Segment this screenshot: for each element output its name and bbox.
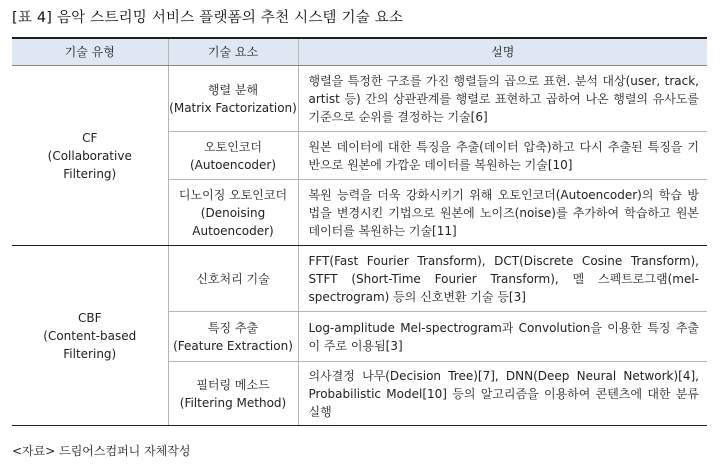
description-cell: Log-amplitude Mel-spectrogram과 Convolution을 이용한 특징 추출이 주로 이용됨[3] xyxy=(298,312,707,362)
element-name-en: (Matrix Factorization) xyxy=(169,100,297,115)
tech-elements-table xyxy=(12,37,707,426)
type-line: Filtering) xyxy=(63,346,117,361)
header-tech-type: 기술 유형 xyxy=(12,38,168,66)
table-row xyxy=(12,66,707,132)
header-tech-element: 기술 요소 xyxy=(168,38,298,66)
element-name: 오토인코더 xyxy=(204,139,262,154)
tech-element-cell xyxy=(168,132,298,180)
element-name: 디노이징 오토인코더 xyxy=(178,187,288,202)
element-name: 행렬 분해 xyxy=(207,82,259,97)
tech-element-cell xyxy=(168,362,298,426)
table-header-row xyxy=(12,38,707,66)
element-name: 필터링 메소드 xyxy=(196,377,270,392)
description-cell: 원본 데이터에 대한 특징을 추출(데이터 압축)하고 다시 추출된 특징을 기반으로 원본에 가깝운 데이터를 복원하는 기술[10] xyxy=(298,132,707,180)
tech-element-cell xyxy=(168,180,298,246)
element-name: 신호처리 기술 xyxy=(196,271,270,286)
description-cell: 행렬을 특정한 구조를 가진 행렬들의 곱으로 표현. 분석 대상(user, track, artist 등) 간의 상관관계를 행렬로 표현하고 곱하여 나온 행렬의 유사도를 기준으로 순위를 결정하는 기술[6] xyxy=(298,66,707,132)
element-name-en: (Autoencoder) xyxy=(189,157,277,172)
type-line: CF xyxy=(82,130,98,145)
type-line: CBF xyxy=(77,310,102,325)
table-row xyxy=(12,246,707,312)
type-line: Filtering) xyxy=(63,166,117,181)
tech-element-cell xyxy=(168,66,298,132)
table-caption: [표 4] 음악 스트리밍 서비스 플랫폼의 추천 시스템 기술 요소 xyxy=(12,10,404,26)
description-cell: 의사결정 나무(Decision Tree)[7], DNN(Deep Neural Network)[4], Probabilistic Model[10] 등의 알고리즘을 이용하여 콘텐츠에 대한 분류 실행 xyxy=(298,362,707,426)
tech-element-cell xyxy=(168,312,298,362)
element-name-en: (Filtering Method) xyxy=(179,395,287,410)
tech-type-cf xyxy=(12,66,168,246)
description-cell: FFT(Fast Fourier Transform), DCT(Discrete Cosine Transform), STFT (Short-Time Fourier Transform), 멜 스펙트로그램(mel-spectrogram) 등의 신호변환 기술 등[3] xyxy=(298,246,707,312)
type-line: (Content-based xyxy=(43,328,137,343)
type-line: (Collaborative xyxy=(47,148,132,163)
header-description: 설명 xyxy=(298,38,707,66)
element-name-en: (Denoising Autoencoder) xyxy=(192,205,274,238)
description-cell: 복원 능력을 더욱 강화시키기 위해 오토인코더(Autoencoder)의 학습 방법을 변경시킨 기법으로 원본에 노이즈(noise)를 추가하여 학습하고 원본 데이터를 복원하는 기술[11] xyxy=(298,180,707,246)
element-name-en: (Feature Extraction) xyxy=(173,338,293,353)
tech-type-cbf xyxy=(12,246,168,426)
source-note: <자료> 드림어스컴퍼니 자체작성 xyxy=(12,444,191,458)
tech-element-cell xyxy=(168,246,298,312)
element-name: 특징 추출 xyxy=(207,320,259,335)
